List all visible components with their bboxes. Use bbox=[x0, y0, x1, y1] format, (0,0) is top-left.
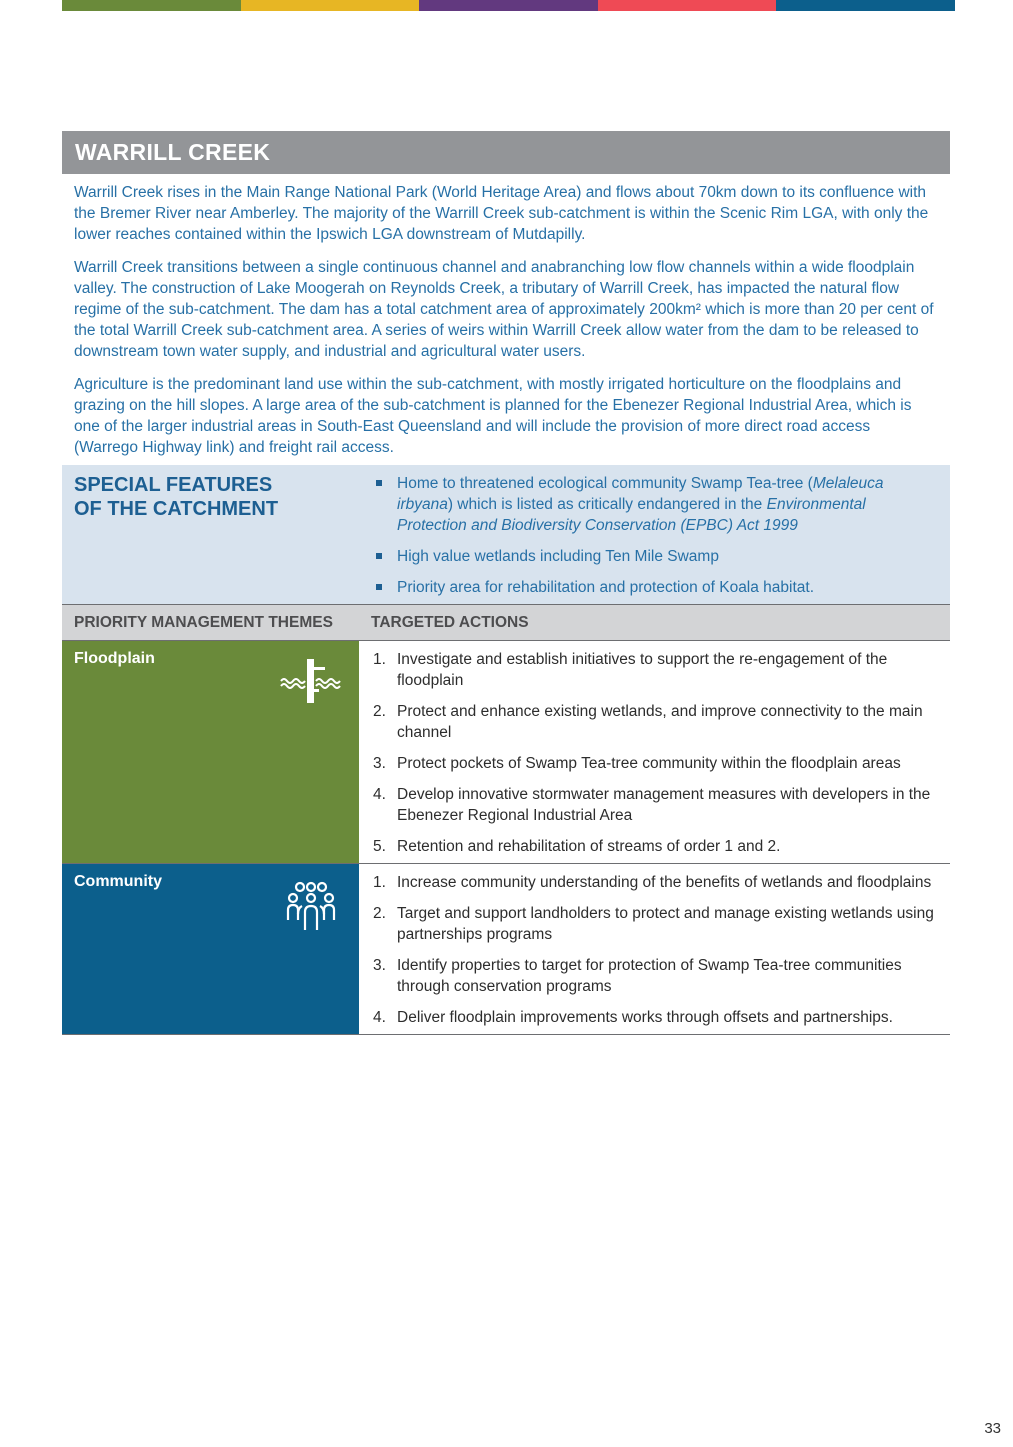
color-band-blue bbox=[776, 0, 955, 11]
color-band-green bbox=[62, 0, 241, 11]
special-features-title bbox=[62, 473, 359, 598]
feature-item bbox=[373, 577, 930, 598]
color-band-red bbox=[598, 0, 777, 11]
floodplain-actions-list bbox=[359, 641, 950, 863]
action-number: 4. bbox=[373, 1009, 386, 1026]
community-icon bbox=[286, 880, 336, 939]
action-text: Investigate and establish initiatives to support the re-engagement of the floodplain bbox=[397, 651, 888, 689]
action-number: 3. bbox=[373, 755, 386, 772]
action-text: Develop innovative stormwater management measures with developers in the Ebenezer Regional Industrial Area bbox=[397, 786, 931, 824]
action-number: 1. bbox=[373, 651, 386, 668]
action-text: Retention and rehabilitation of streams of order 1 and 2. bbox=[397, 838, 781, 855]
page-title: WARRILL CREEK bbox=[75, 139, 271, 165]
action-text: Target and support landholders to protect and manage existing wetlands using partnerships programs bbox=[397, 905, 934, 943]
action-item bbox=[373, 1007, 934, 1028]
action-item bbox=[373, 872, 934, 893]
feature-text: High value wetlands including Ten Mile Swamp bbox=[397, 548, 719, 565]
bullet-icon bbox=[376, 553, 382, 559]
theme-cell-floodplain bbox=[62, 641, 359, 863]
section-title-bar bbox=[62, 131, 950, 174]
feature-text: ) which is listed as critically endangered in the bbox=[447, 496, 767, 513]
bullet-icon bbox=[376, 480, 382, 486]
themes-table-header bbox=[62, 605, 950, 641]
action-number: 1. bbox=[373, 874, 386, 891]
feature-item bbox=[373, 546, 930, 567]
feature-text: Home to threatened ecological community Swamp Tea-tree ( bbox=[397, 475, 813, 492]
action-item bbox=[373, 955, 934, 997]
intro-paragraph: Agriculture is the predominant land use within the sub-catchment, with mostly irrigated horticulture on the floodplains and grazing on the hill slopes. A large area of the sub-catchment is planned for the Ebenezer Regional Industrial Area, which is one of the larger industrial areas in South-East Queensland and will include the provision of more direct road access (Warrego Highway link) and freight rail access. bbox=[74, 376, 912, 456]
community-actions-list bbox=[359, 864, 950, 1034]
color-band-yellow bbox=[241, 0, 420, 11]
theme-row-community bbox=[62, 864, 950, 1035]
actions-column-header: TARGETED ACTIONS bbox=[371, 613, 529, 631]
page-content bbox=[62, 131, 950, 1035]
action-text: Protect and enhance existing wetlands, and improve connectivity to the main channel bbox=[397, 703, 923, 741]
themes-column-header: PRIORITY MANAGEMENT THEMES bbox=[74, 613, 333, 631]
page-number: 33 bbox=[984, 1420, 1001, 1437]
action-item bbox=[373, 784, 934, 826]
color-band-purple bbox=[419, 0, 598, 11]
floodplain-icon bbox=[280, 659, 342, 710]
special-features-list bbox=[359, 473, 950, 598]
bullet-icon bbox=[376, 584, 382, 590]
intro-paragraph: Warrill Creek rises in the Main Range National Park (World Heritage Area) and flows about 70km down to its confluence with the Bremer River near Amberley. The majority of the Warrill Creek sub-catchment is within the Scenic Rim LGA, with only the lower reaches contained within the Ipswich LGA downstream of Mutdapilly. bbox=[74, 184, 929, 243]
action-item bbox=[373, 649, 934, 691]
action-number: 5. bbox=[373, 838, 386, 855]
action-text: Deliver floodplain improvements works through offsets and partnerships. bbox=[397, 1009, 893, 1026]
act-name: Environmental Protection and Biodiversity Conservation (EPBC) Act 1999 bbox=[397, 496, 866, 534]
action-item bbox=[373, 903, 934, 945]
feature-text: Priority area for rehabilitation and protection of Koala habitat. bbox=[397, 579, 815, 596]
species-name: Melaleuca irbyana bbox=[397, 475, 884, 513]
action-item bbox=[373, 701, 934, 743]
feature-item bbox=[373, 473, 930, 536]
theme-name: Community bbox=[74, 873, 162, 890]
theme-name: Floodplain bbox=[74, 650, 155, 667]
action-number: 2. bbox=[373, 905, 386, 922]
intro-paragraph: Warrill Creek transitions between a single continuous channel and anabranching low flow channels within a wide floodplain valley. The construction of Lake Moogerah on Reynolds Creek, a tributary of Warrill Creek, has impacted the natural flow regime of the sub-catchment. The dam has a total catchment area of approximately 200km² which is more than 20 per cent of the total Warrill Creek sub-catchment area. A series of weirs within Warrill Creek allow water from the dam to be released to downstream town water supply, and industrial and agricultural water users. bbox=[74, 259, 934, 360]
action-number: 3. bbox=[373, 957, 386, 974]
action-text: Increase community understanding of the benefits of wetlands and floodplains bbox=[397, 874, 932, 891]
special-features-panel bbox=[62, 465, 950, 605]
special-features-title-line: OF THE CATCHMENT bbox=[74, 498, 279, 520]
special-features-title-line: SPECIAL FEATURES bbox=[74, 474, 273, 496]
color-band bbox=[62, 0, 955, 11]
theme-row-floodplain bbox=[62, 641, 950, 864]
action-item bbox=[373, 836, 934, 857]
action-text: Protect pockets of Swamp Tea-tree community within the floodplain areas bbox=[397, 755, 901, 772]
action-number: 2. bbox=[373, 703, 386, 720]
intro-text bbox=[62, 174, 950, 458]
theme-cell-community bbox=[62, 864, 359, 1034]
action-number: 4. bbox=[373, 786, 386, 803]
action-text: Identify properties to target for protection of Swamp Tea-tree communities through conservation programs bbox=[397, 957, 902, 995]
action-item bbox=[373, 753, 934, 774]
